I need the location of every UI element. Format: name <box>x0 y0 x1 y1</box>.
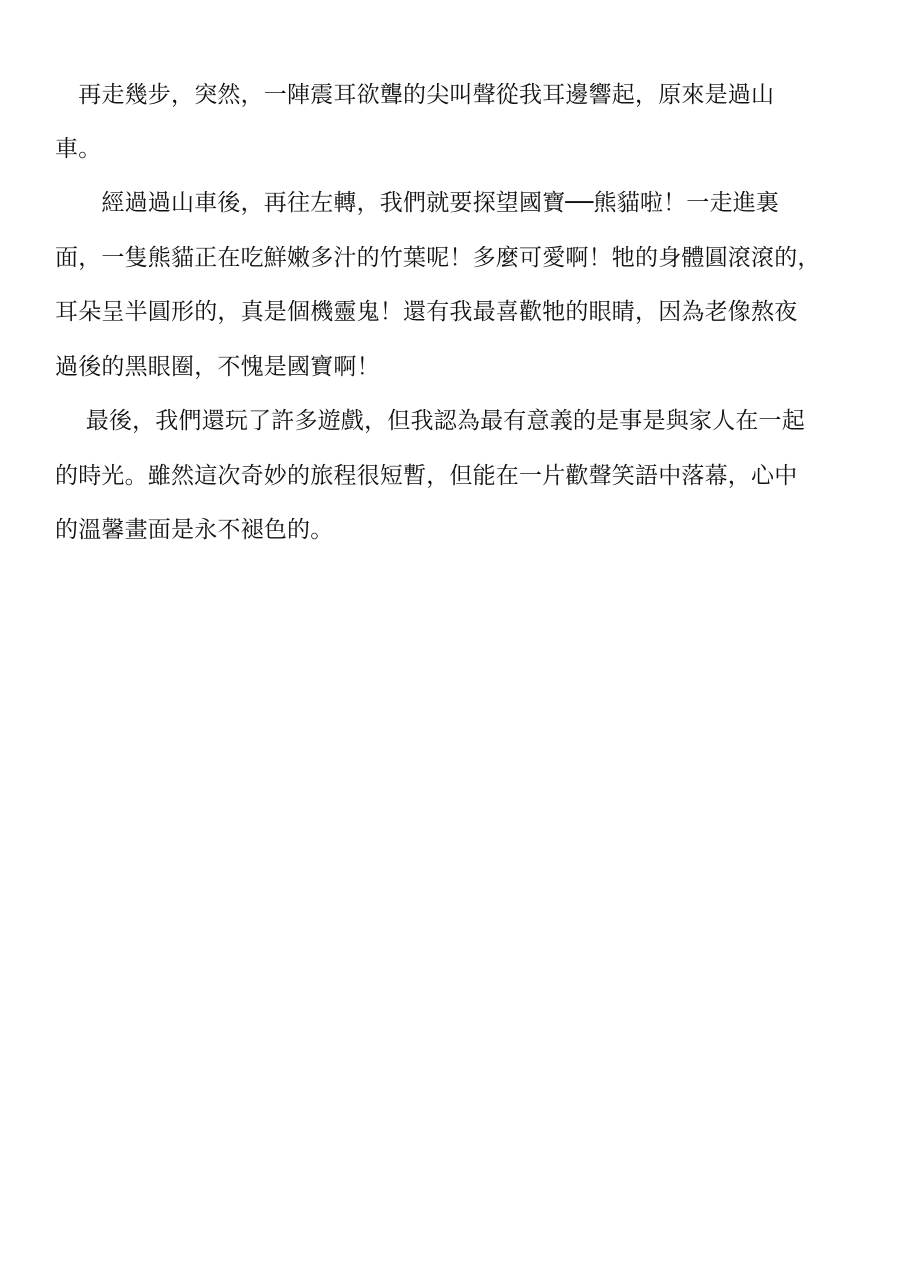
paragraph-3-line-3: 的溫馨畫面是永不褪色的。 <box>55 517 334 543</box>
paragraph-2-line-2: 面，一隻熊貓正在吃鮮嫩多汁的竹葉呢！多麼可愛啊！牠的身體圓滾滾的， <box>55 245 821 271</box>
paragraph-3-line-2: 的時光。雖然這次奇妙的旅程很短暫，但能在一片歡聲笑語中落幕，心中 <box>55 463 798 489</box>
paragraph-2-line-4: 過後的黑眼圈，不愧是國寶啊！ <box>55 354 380 380</box>
paragraph-2-line-3: 耳朵呈半圓形的，真是個機靈鬼！還有我最喜歡牠的眼睛，因為老像熬夜 <box>55 299 798 325</box>
paragraph-1-line-2: 車。 <box>55 136 102 162</box>
paragraph-3-line-1: 最後，我們還玩了許多遊戲，但我認為最有意義的是事是與家人在一起 <box>55 408 805 434</box>
paragraph-1-line-1: 再走幾步，突然，一陣震耳欲聾的尖叫聲從我耳邊響起，原來是過山 <box>55 82 775 108</box>
paragraph-2-line-1: 經過過山車後，再往左轉，我們就要探望國寶──熊貓啦！一走進裏 <box>55 190 780 216</box>
